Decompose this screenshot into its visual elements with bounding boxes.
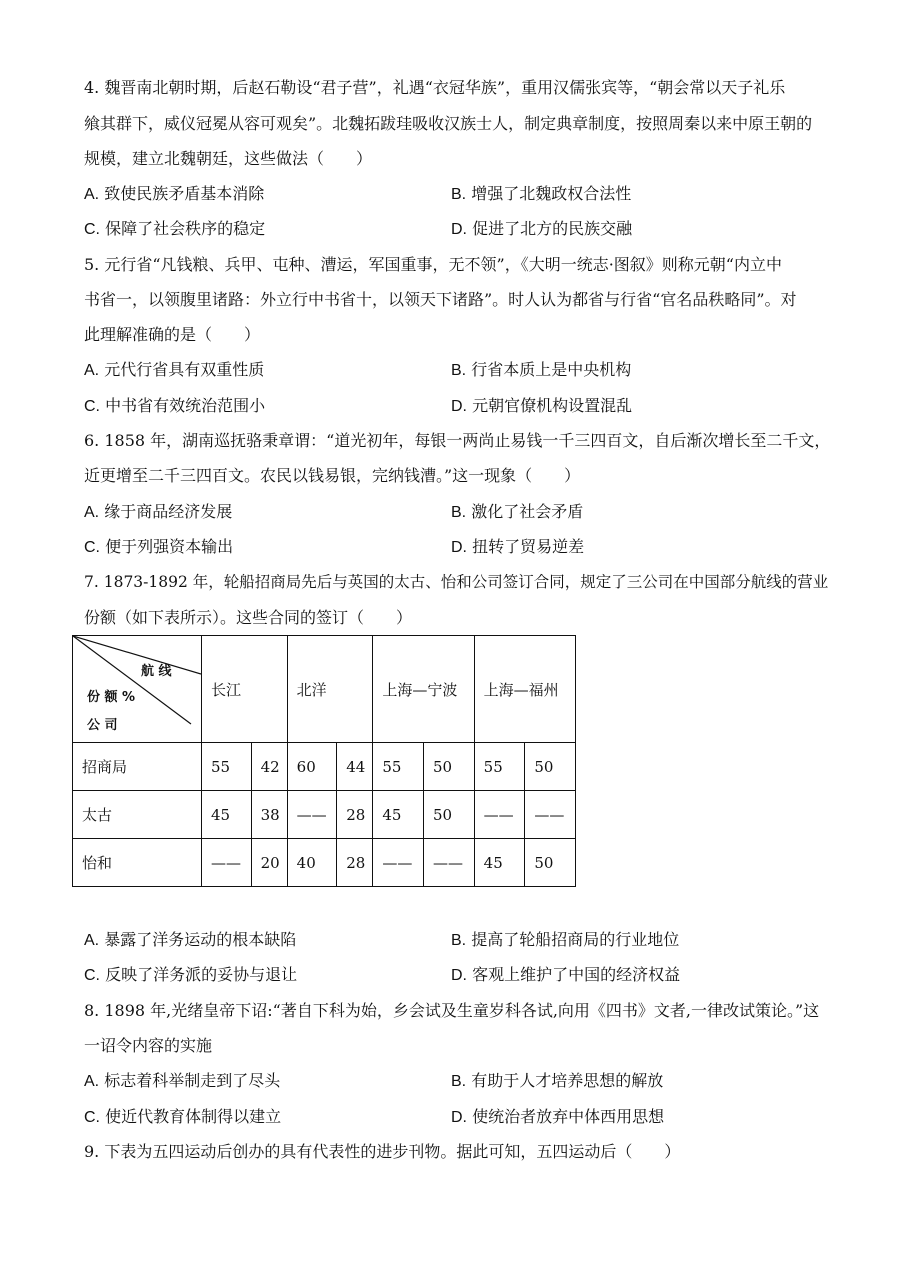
q6-option-b[interactable] <box>451 502 583 523</box>
share-cell: 45 <box>202 791 252 839</box>
share-cell: 40 <box>287 839 337 887</box>
route-header: 北洋 <box>287 636 373 743</box>
q6-stem-line1: 6. 1858 年，湖南巡抚骆秉章谓：“道光初年，每银一两尚止易钱一千三四百文，自后渐次增长至二千文， <box>84 431 831 450</box>
option-text: 行省本质上是中央机构 <box>471 360 632 379</box>
option-text: 中书省有效统治范围小 <box>105 396 266 415</box>
table-row <box>73 791 576 839</box>
q6-option-d[interactable] <box>451 537 584 558</box>
q8-option-a[interactable] <box>84 1071 280 1092</box>
share-cell: 55 <box>202 743 252 791</box>
q6-stem-line2: 近更增至二千三四百文。农民以钱易银，完纳钱漕。”这一现象（ ） <box>84 466 581 485</box>
share-cell: 55 <box>373 743 424 791</box>
option-text: 保障了社会秩序的稳定 <box>105 219 266 238</box>
option-text: 暴露了洋务运动的根本缺陷 <box>104 930 297 949</box>
share-cell: —— <box>424 839 475 887</box>
q5-option-d[interactable] <box>451 396 632 417</box>
share-cell: 50 <box>424 743 475 791</box>
company-cell: 招商局 <box>73 743 202 791</box>
share-cell: 20 <box>251 839 287 887</box>
share-cell: 60 <box>287 743 337 791</box>
q6-option-a[interactable] <box>84 502 232 523</box>
q8-option-b[interactable] <box>451 1071 663 1092</box>
option-text: 致使民族矛盾基本消除 <box>104 184 265 203</box>
diag-label-route: 航 线 <box>141 664 172 679</box>
share-cell: 42 <box>251 743 287 791</box>
q4-stem-line1: 4. 魏晋南北朝时期，后赵石勒设“君子营”，礼遇“衣冠华族”，重用汉儒张宾等，“朝会常以天子礼乐 <box>84 78 786 97</box>
share-cell: 38 <box>251 791 287 839</box>
share-cell: 45 <box>373 791 424 839</box>
option-letter: D. <box>451 967 467 984</box>
diag-label-share: 份 额 % <box>87 690 136 705</box>
option-letter: B. <box>451 186 467 203</box>
option-letter: C. <box>84 539 100 556</box>
option-letter: B. <box>451 1073 467 1090</box>
option-text: 元代行省具有双重性质 <box>104 360 265 379</box>
q5-stem-line2: 书省一，以领腹里诸路：外立行中书省十，以领天下诸路”。时人认为都省与行省“官名品秩略同”。对 <box>84 290 797 309</box>
option-text: 扭转了贸易逆差 <box>472 537 585 556</box>
option-letter: A. <box>84 362 100 379</box>
q7-stem-line1: 7. 1873-1892 年，轮船招商局先后与英国的太古、怡和公司签订合同，规定了三公司在中国部分航线的营业 <box>84 573 829 591</box>
option-text: 使近代教育体制得以建立 <box>105 1107 282 1126</box>
option-letter: A. <box>84 504 100 521</box>
q7-option-d[interactable] <box>451 965 680 986</box>
option-letter: D. <box>451 539 467 556</box>
q8-option-c[interactable] <box>84 1107 281 1128</box>
option-text: 使统治者放弃中体西用思想 <box>472 1107 665 1126</box>
option-text: 客观上维护了中国的经济权益 <box>472 965 681 984</box>
table-diagonal-header <box>73 636 202 743</box>
company-cell: 怡和 <box>73 839 202 887</box>
option-letter: A. <box>84 932 100 949</box>
q8-stem-line2: 一诏令内容的实施 <box>84 1036 213 1055</box>
share-cell: 50 <box>424 791 475 839</box>
q6-option-c[interactable] <box>84 537 233 558</box>
q5-stem-line1: 5. 元行省“凡钱粮、兵甲、屯种、漕运，军国重事，无不领”，《大明一统志·图叙》则称元朝“内立中 <box>84 255 782 274</box>
q7-stem-line2: 份额（如下表所示）。这些合同的签订（ ） <box>84 608 413 627</box>
table-row <box>73 743 576 791</box>
option-letter: D. <box>451 1109 467 1126</box>
share-cell: —— <box>373 839 424 887</box>
route-header: 上海—福州 <box>474 636 575 743</box>
q5-option-a[interactable] <box>84 360 264 381</box>
q4-option-c[interactable] <box>84 219 265 240</box>
share-cell: 50 <box>525 839 576 887</box>
q5-option-b[interactable] <box>451 360 631 381</box>
q7-option-b[interactable] <box>451 930 679 951</box>
q4-stem-line3: 规模，建立北魏朝廷，这些做法（ ） <box>84 149 373 168</box>
q4-option-a[interactable] <box>84 184 264 205</box>
option-letter: A. <box>84 186 100 203</box>
q7-option-c[interactable] <box>84 965 297 986</box>
option-letter: B. <box>451 504 467 521</box>
option-letter: B. <box>451 932 467 949</box>
q7-option-a[interactable] <box>84 930 296 951</box>
option-text: 反映了洋务派的妥协与退让 <box>105 965 298 984</box>
shipping-share-table <box>72 635 576 887</box>
option-text: 元朝官僚机构设置混乱 <box>472 396 633 415</box>
share-cell: 28 <box>337 839 373 887</box>
table-header-row <box>73 636 576 743</box>
q8-stem-line1: 8. 1898 年,光绪皇帝下诏:“著自下科为始，乡会试及生童岁科各试,向用《四书》文者,一律改试策论。”这 <box>84 1001 820 1020</box>
share-cell: —— <box>287 791 337 839</box>
option-letter: C. <box>84 398 100 415</box>
option-letter: C. <box>84 967 100 984</box>
q8-option-d[interactable] <box>451 1107 664 1128</box>
share-cell: —— <box>474 791 525 839</box>
diag-label-company: 公 司 <box>87 718 118 733</box>
option-text: 增强了北魏政权合法性 <box>471 184 632 203</box>
q5-stem-line3: 此理解准确的是（ ） <box>84 325 261 344</box>
table-row <box>73 839 576 887</box>
option-text: 缘于商品经济发展 <box>104 502 233 521</box>
option-letter: C. <box>84 1109 100 1126</box>
share-cell: —— <box>525 791 576 839</box>
share-cell: 45 <box>474 839 525 887</box>
option-text: 标志着科举制走到了尽头 <box>104 1071 281 1090</box>
option-letter: C. <box>84 221 100 238</box>
option-text: 促进了北方的民族交融 <box>472 219 633 238</box>
option-text: 便于列强资本输出 <box>105 537 234 556</box>
q9-stem-line1: 9. 下表为五四运动后创办的具有代表性的进步刊物。据此可知，五四运动后（ ） <box>84 1142 681 1161</box>
share-cell: —— <box>202 839 252 887</box>
route-header: 上海—宁波 <box>373 636 474 743</box>
option-letter: B. <box>451 362 467 379</box>
option-letter: D. <box>451 398 467 415</box>
share-cell: 55 <box>474 743 525 791</box>
share-cell: 44 <box>337 743 373 791</box>
option-text: 提高了轮船招商局的行业地位 <box>471 930 680 949</box>
option-letter: A. <box>84 1073 100 1090</box>
share-cell: 28 <box>337 791 373 839</box>
option-text: 激化了社会矛盾 <box>471 502 584 521</box>
option-text: 有助于人才培养思想的解放 <box>471 1071 664 1090</box>
company-cell: 太古 <box>73 791 202 839</box>
share-cell: 50 <box>525 743 576 791</box>
q4-option-d[interactable] <box>451 219 632 240</box>
q5-option-c[interactable] <box>84 396 265 417</box>
q4-option-b[interactable] <box>451 184 631 205</box>
route-header: 长江 <box>202 636 288 743</box>
option-letter: D. <box>451 221 467 238</box>
q4-stem-line2: 飨其群下，威仪冠冕从容可观矣”。北魏拓跋珪吸收汉族士人，制定典章制度，按照周秦以来中原王朝的 <box>84 114 813 133</box>
